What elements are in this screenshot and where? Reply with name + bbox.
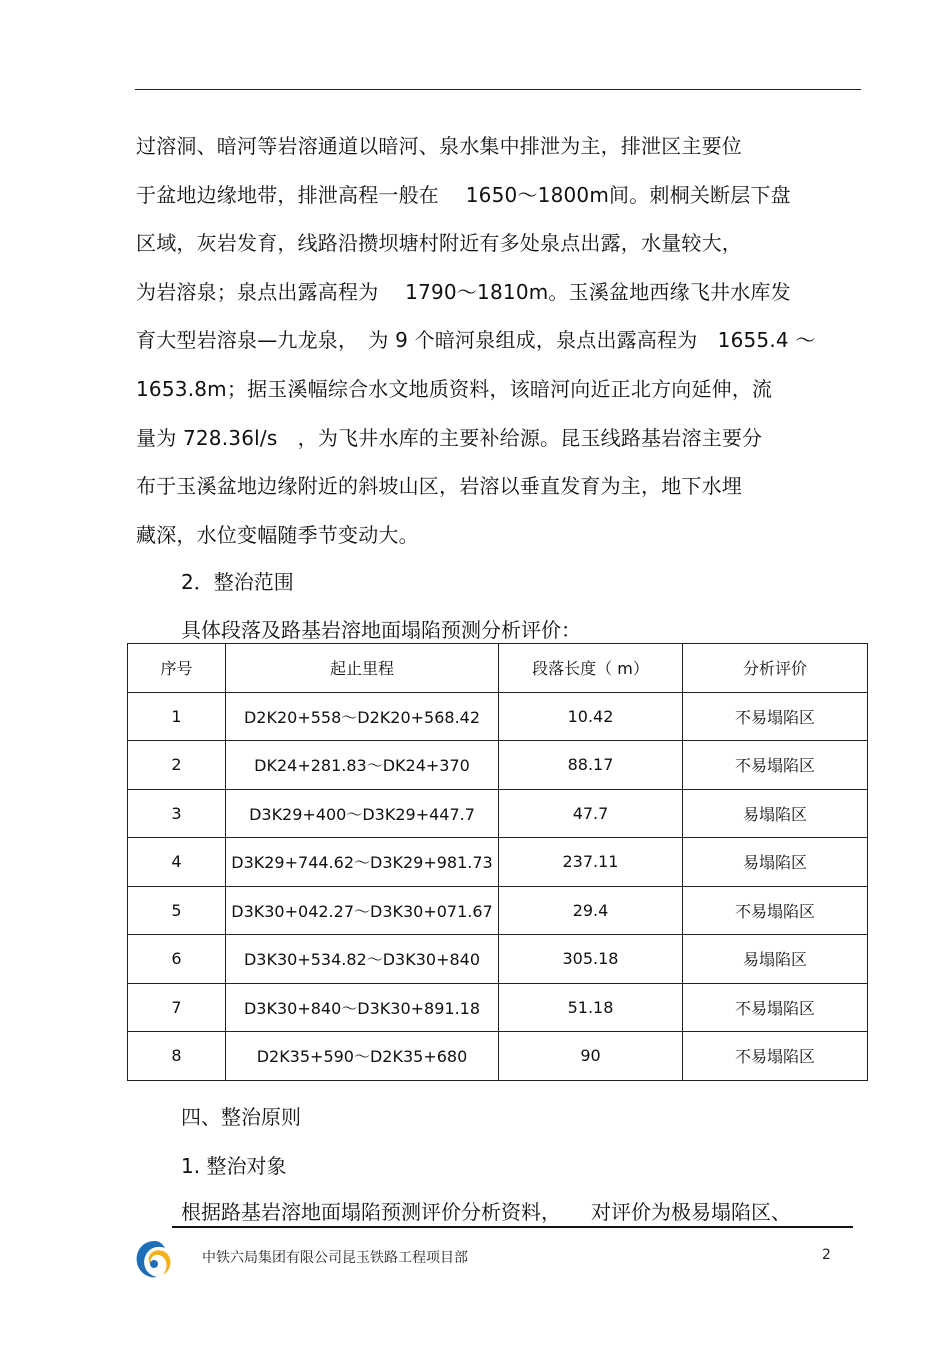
table-row [128, 789, 868, 838]
table-row [128, 983, 868, 1032]
footer-company-name: 中铁六局集团有限公司昆玉铁路工程项目部 [202, 1250, 468, 1266]
company-logo-icon [127, 1235, 183, 1283]
cell-evaluation: 不易塌陷区 [683, 1032, 868, 1081]
cell-index: 2 [128, 741, 226, 790]
table-header-row [128, 644, 868, 693]
table-row [128, 1032, 868, 1081]
cell-index: 3 [128, 789, 226, 838]
cell-mileage: D2K35+590～D2K35+680 [226, 1032, 499, 1081]
cell-evaluation: 易塌陷区 [683, 838, 868, 887]
column-header-evaluation: 分析评价 [683, 644, 868, 693]
column-header-length: 段落长度（ m） [499, 644, 683, 693]
column-header-mileage: 起止里程 [226, 644, 499, 693]
body-line: 过溶洞、暗河等岩溶通道以暗河、泉水集中排泄为主，排泄区主要位 [136, 134, 742, 158]
body-line: 于盆地边缘地带，排泄高程一般在 1650～1800m间。刺桐关断层下盘 [136, 182, 791, 207]
cell-length: 237.11 [499, 838, 683, 887]
cell-mileage: D3K30+042.27～D3K30+071.67 [226, 886, 499, 935]
cell-evaluation: 易塌陷区 [683, 935, 868, 984]
table-row [128, 741, 868, 790]
cell-evaluation: 易塌陷区 [683, 789, 868, 838]
cell-index: 1 [128, 692, 226, 741]
body-line: 藏深，水位变幅随季节变动大。 [136, 522, 419, 547]
cell-mileage: D3K30+840～D3K30+891.18 [226, 983, 499, 1032]
table-row [128, 838, 868, 887]
page-number: 2 [822, 1247, 831, 1263]
cell-mileage: D3K30+534.82～D3K30+840 [226, 935, 499, 984]
cell-length: 88.17 [499, 741, 683, 790]
cell-length: 90 [499, 1032, 683, 1081]
body-line: 为岩溶泉；泉点出露高程为 1790～1810m。玉溪盆地西缘飞井水库发 [136, 279, 791, 304]
closing-text-line: 根据路基岩溶地面塌陷预测评价分析资料， 对评价为极易塌陷区、 [181, 1200, 791, 1224]
sub-heading-targets: 1. 整治对象 [181, 1154, 287, 1178]
table-intro: 具体段落及路基岩溶地面塌陷预测分析评价： [181, 618, 581, 642]
cell-length: 10.42 [499, 692, 683, 741]
cell-index: 7 [128, 983, 226, 1032]
cell-evaluation: 不易塌陷区 [683, 741, 868, 790]
section-heading-principles: 四、整治原则 [181, 1105, 301, 1129]
cell-length: 51.18 [499, 983, 683, 1032]
cell-length: 29.4 [499, 886, 683, 935]
cell-mileage: D3K29+400～D3K29+447.7 [226, 789, 499, 838]
table-row [128, 886, 868, 935]
body-line: 量为 728.36l/s ，为飞井水库的主要补给源。昆玉线路基岩溶主要分 [136, 425, 763, 450]
table-row [128, 692, 868, 741]
cell-index: 8 [128, 1032, 226, 1081]
cell-evaluation: 不易塌陷区 [683, 983, 868, 1032]
section-heading-scope: 2．整治范围 [181, 570, 294, 594]
header-rule [135, 89, 861, 90]
body-paragraph [136, 126, 866, 563]
body-line: 1653.8m；据玉溪幅综合水文地质资料，该暗河向近正北方向延伸，流 [136, 376, 773, 401]
cell-mileage: D3K29+744.62～D3K29+981.73 [226, 838, 499, 887]
cell-length: 47.7 [499, 789, 683, 838]
cell-index: 4 [128, 838, 226, 887]
column-header-index: 序号 [128, 644, 226, 693]
collapse-prediction-table [127, 643, 868, 1081]
footer-rule [172, 1226, 853, 1228]
table-row [128, 935, 868, 984]
body-line: 区域，灰岩发育，线路沿攒坝塘村附近有多处泉点出露，水量较大， [136, 231, 742, 256]
cell-evaluation: 不易塌陷区 [683, 692, 868, 741]
cell-mileage: D2K20+558～D2K20+568.42 [226, 692, 499, 741]
body-line: 布于玉溪盆地边缘附近的斜坡山区，岩溶以垂直发育为主，地下水埋 [136, 474, 742, 499]
cell-mileage: DK24+281.83～DK24+370 [226, 741, 499, 790]
cell-evaluation: 不易塌陷区 [683, 886, 868, 935]
cell-index: 6 [128, 935, 226, 984]
cell-index: 5 [128, 886, 226, 935]
body-line: 育大型岩溶泉—九龙泉， 为 9 个暗河泉组成，泉点出露高程为 1655.4 ～ [136, 328, 816, 353]
cell-length: 305.18 [499, 935, 683, 984]
